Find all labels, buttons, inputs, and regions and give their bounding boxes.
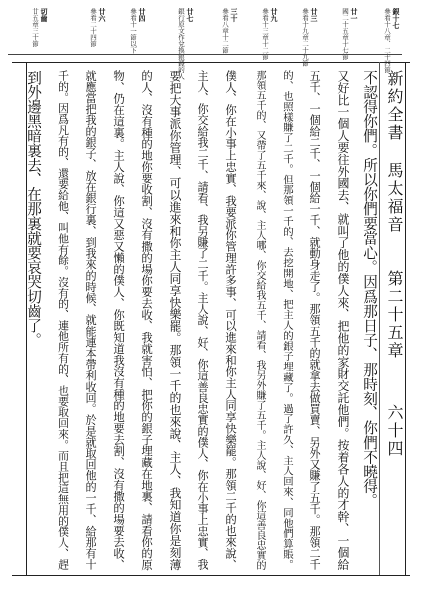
chapter-label: 第二十五章 [385, 270, 404, 360]
text-line: 主人、你交給我二千、請看、我另賺了二千。主人說、好、你這善良忠實的僕人、你在小事上忠實、我 [196, 70, 209, 570]
note-text: 參看十九章二十九節 [301, 8, 309, 67]
text-line: 千的。因爲凡有的、還要給他、叫他有餘。沒有的、連他所有的、也要取回來。而且把這無用的僕人、趕 [57, 70, 70, 570]
note-title: 廿一 [350, 8, 359, 22]
note-title: 三十 [230, 8, 239, 22]
text-line: 五千、一個給二千、一個給一千、就動身走了。那領五千的就拿去做買賣、另外又賺了五千。那領二千 [308, 70, 321, 570]
text-line: 又好比一個人要往外國去、就叫了他的僕人來、把他的家財交託他們。按着各人的才幹、一個給 [336, 70, 350, 571]
note-title: 銀十七 [392, 8, 401, 29]
frame-right-rule [405, 62, 406, 575]
text-line: 那領五千的、又帶了五千來、說、主人哪、你交給我五千、請看、我另外賺了五千。主人說、好、你這善良忠實的 [254, 70, 265, 570]
frame-bottom-rule [12, 575, 410, 576]
note-text: 參看十三章十二節 [261, 8, 269, 60]
note-text: 國二十五章十七節 [341, 8, 349, 60]
note-text: 廿五章三十節 [31, 8, 39, 47]
note-title: 廿七 [186, 8, 195, 22]
text-line: 就應當把我的銀子、放在銀行裏、到我來的時候、就能連本帶利收回。於是就取回他的一千、給那有十 [84, 70, 97, 570]
text-line: 的人、沒有種的地你要收割、沒有撒的場你要去收、我就害怕、把你的銀子埋藏在地裏、請看你的原 [140, 70, 154, 571]
note-text: 參看二十四節 [89, 8, 97, 47]
text-line: 的、也照樣賺了二千。但那領一千的、去挖開地、把主人的銀子埋藏了。過了許久、主人回來、同他們算賬。 [281, 70, 293, 570]
text-line: 物、仍在這裏。主人說、你這又惡又懶的僕人、你既知道我沒有種的地要去割、沒有撒的場要去收、 [112, 70, 126, 571]
note-text: 參看八章十二節 [221, 8, 229, 54]
text-line: 僕人、你在小事上忠實、我要派你管理許多事、可以進來和你主人同享快樂罷。那領二千的也來說、 [224, 70, 238, 571]
note-text: 銀行原文作兌換銀錢的人 [177, 8, 185, 80]
note-text: 參看十八章、二十四節 [383, 8, 391, 73]
notes-divider [8, 54, 402, 55]
text-line: 不認得你們。所以你們要當心。因爲那日子、那時刻、你們不曉得。 [361, 70, 378, 508]
text-line: 要把大事派你管理、可以進來和你主人同享快樂罷。那領一千的也來說、主人、我知道你是刻薄 [168, 70, 182, 571]
header-divider [379, 62, 380, 575]
text-line: 到外邊黑暗裏去、在那裏就要哀哭切齒了。 [25, 70, 42, 348]
gospel-name: 馬太福音 [385, 162, 404, 234]
note-title: 廿六 [98, 8, 107, 22]
page-number: 六十四 [385, 404, 404, 458]
note-text: 參看十一節以下 [129, 8, 137, 54]
note-title: 廿九 [270, 8, 279, 22]
book-title: 新約全書 [385, 70, 404, 142]
note-title: 切齒 [40, 8, 49, 22]
note-title: 廿四 [138, 8, 147, 22]
frame-top-rule [12, 62, 410, 63]
note-title: 廿三 [310, 8, 319, 22]
